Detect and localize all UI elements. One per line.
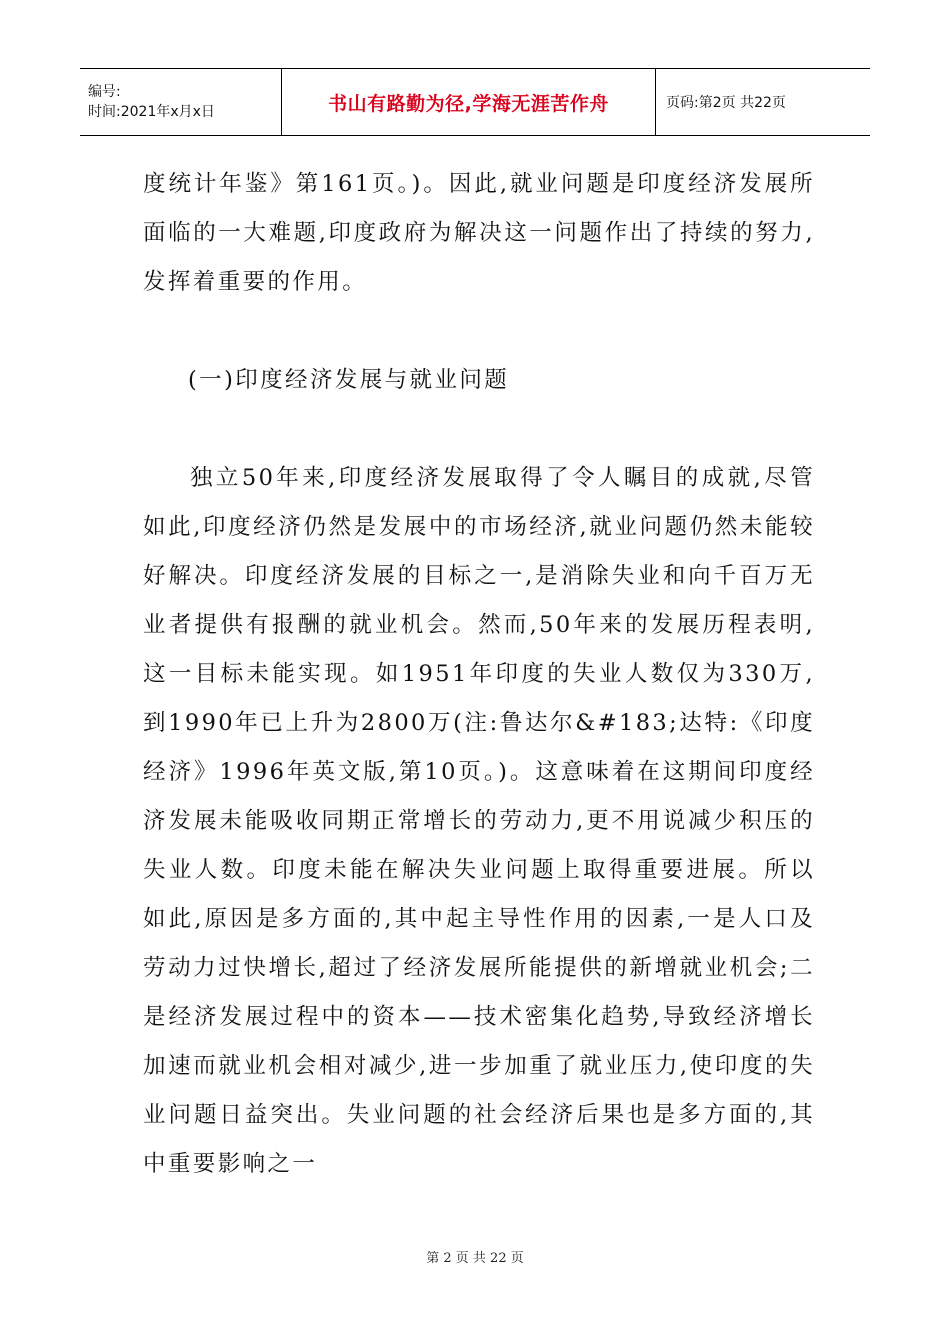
paragraph-2: 独立50年来,印度经济发展取得了令人瞩目的成就,尽管如此,印度经济仍然是发展中的市场经济,就业问题仍然未能较好解决。印度经济发展的目标之一,是消除失业和向千百万无业者提供有报酬的就业机会。然而,50年来的发展历程表明,这一目标未能实现。如1951年印度的失业人数仅为330万,到1990年已上升为2800万(注:鲁达尔&#183;达特:《印度经济》1996年英文版,第10页。)。这意味着在这期间印度经济发展未能吸收同期正常增长的劳动力,更不用说减少积压的失业人数。印度未能在解决失业问题上取得重要进展。所以如此,原因是多方面的,其中起主导性作用的因素,一是人口及劳动力过快增长,超过了经济发展所能提供的新增就业机会;二是经济发展过程中的资本——技术密集化趋势,导致经济增长加速而就业机会相对减少,进一步加重了就业压力,使印度的失业问题日益突出。失业问题的社会经济后果也是多方面的,其中重要影响之一 bbox=[143, 465, 815, 1177]
paragraph-1: 度统计年鉴》第161页。)。因此,就业问题是印度经济发展所面临的一大难题,印度政府为解决这一问题作出了持续的努力,发挥着重要的作用。 bbox=[143, 171, 815, 295]
header-motto: 书山有路勤为径,学海无涯苦作舟 bbox=[328, 92, 609, 115]
page-footer: 第 2 页 共 22 页 bbox=[426, 1251, 524, 1266]
page-header bbox=[80, 68, 870, 136]
header-motto-cell bbox=[282, 69, 656, 135]
section-heading: (一)印度经济发展与就业问题 bbox=[188, 367, 510, 393]
time-label: 时间:2021年x月x日 bbox=[88, 104, 215, 120]
header-page-info-cell bbox=[656, 69, 870, 135]
header-page-info: 页码:第2页 共22页 bbox=[666, 95, 786, 111]
serial-label: 编号: bbox=[88, 84, 121, 100]
document-body bbox=[143, 160, 815, 1189]
header-meta bbox=[80, 69, 282, 135]
